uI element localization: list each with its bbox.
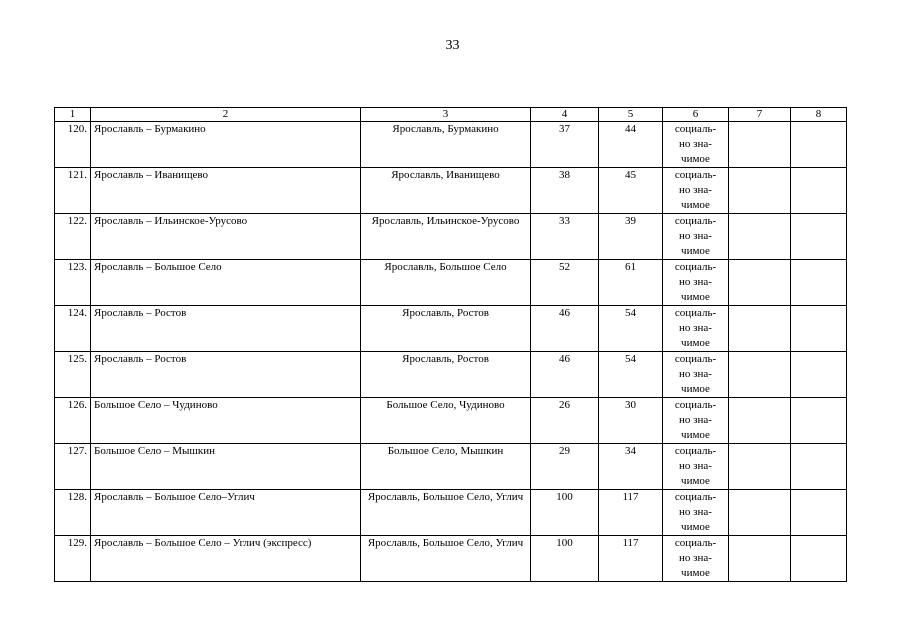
status-text-line: но зна- [679,230,712,242]
status-text-line: чимое [681,521,710,533]
route-stops: Большое Село, Чудиново [361,398,531,444]
status-cell [663,168,729,214]
route-stops: Ярославль, Большое Село, Углич [361,536,531,582]
status-text-line: но зна- [679,368,712,380]
status-cell [663,122,729,168]
col-4-value: 29 [531,444,599,490]
route-name: Большое Село – Мышкин [91,444,361,490]
table-body [55,122,847,582]
page-number: 33 [445,38,460,53]
row-number: 128. [55,490,91,536]
col-5-value: 61 [599,260,663,306]
col-5-value: 54 [599,352,663,398]
status-cell [663,260,729,306]
col-7-value [729,352,791,398]
status-text-line: чимое [681,153,710,165]
col-5-value: 117 [599,536,663,582]
routes-table [54,107,847,582]
status-cell [663,214,729,260]
table-row [55,444,847,490]
col-7-value [729,490,791,536]
route-name: Ярославль – Ильинское-Урусово [91,214,361,260]
col-8-value [791,306,847,352]
col-7-value [729,306,791,352]
status-text-line: социаль- [674,215,717,227]
status-text-line: социаль- [674,445,717,457]
col-7-value [729,168,791,214]
status-text-line: чимое [681,429,710,441]
route-name: Ярославль – Большое Село–Углич [91,490,361,536]
status-text-line: социаль- [674,491,717,503]
col-8-value [791,444,847,490]
route-name: Ярославль – Ростов [91,352,361,398]
status-text-line: чимое [681,567,710,579]
route-stops: Ярославль, Бурмакино [361,122,531,168]
header-col-3: 3 [361,108,531,122]
row-number: 127. [55,444,91,490]
status-text-line: социаль- [674,307,717,319]
row-number: 124. [55,306,91,352]
row-number: 129. [55,536,91,582]
table-row [55,214,847,260]
status-text-line: чимое [681,383,710,395]
table-row [55,398,847,444]
row-number: 123. [55,260,91,306]
route-name: Ярославль – Ростов [91,306,361,352]
header-col-8: 8 [791,108,847,122]
status-text-line: но зна- [679,460,712,472]
table-row [55,536,847,582]
col-5-value: 39 [599,214,663,260]
col-5-value: 44 [599,122,663,168]
route-stops: Ярославль, Ростов [361,306,531,352]
status-text-line: социаль- [674,261,717,273]
route-stops: Большое Село, Мышкин [361,444,531,490]
route-name: Ярославль – Большое Село [91,260,361,306]
row-number: 125. [55,352,91,398]
col-4-value: 38 [531,168,599,214]
row-number: 126. [55,398,91,444]
header-col-2: 2 [91,108,361,122]
col-4-value: 26 [531,398,599,444]
header-col-7: 7 [729,108,791,122]
col-7-value [729,122,791,168]
col-4-value: 52 [531,260,599,306]
col-8-value [791,398,847,444]
status-text-line: социаль- [674,123,717,135]
col-8-value [791,352,847,398]
route-stops: Ярославль, Ильинское-Урусово [361,214,531,260]
status-text-line: но зна- [679,184,712,196]
table-row [55,168,847,214]
col-7-value [729,214,791,260]
status-text-line: чимое [681,245,710,257]
status-text-line: чимое [681,337,710,349]
status-cell [663,536,729,582]
col-8-value [791,168,847,214]
table-row [55,490,847,536]
col-5-value: 45 [599,168,663,214]
route-name: Ярославль – Большое Село – Углич (экспресс) [91,536,361,582]
col-4-value: 100 [531,536,599,582]
table-row [55,352,847,398]
row-number: 121. [55,168,91,214]
col-4-value: 100 [531,490,599,536]
status-text-line: но зна- [679,414,712,426]
route-stops: Ярославль, Ростов [361,352,531,398]
row-number: 120. [55,122,91,168]
status-text-line: социаль- [674,169,717,181]
col-4-value: 46 [531,306,599,352]
route-stops: Ярославль, Большое Село [361,260,531,306]
col-4-value: 46 [531,352,599,398]
status-text-line: чимое [681,475,710,487]
status-text-line: социаль- [674,537,717,549]
col-7-value [729,444,791,490]
status-text-line: но зна- [679,322,712,334]
status-text-line: социаль- [674,399,717,411]
status-text-line: социаль- [674,353,717,365]
status-text-line: чимое [681,291,710,303]
row-number: 122. [55,214,91,260]
status-cell [663,490,729,536]
status-cell [663,352,729,398]
col-5-value: 117 [599,490,663,536]
route-name: Ярославль – Бурмакино [91,122,361,168]
header-row [55,108,847,122]
route-name: Ярославль – Иванищево [91,168,361,214]
table-row [55,306,847,352]
col-5-value: 30 [599,398,663,444]
status-text-line: но зна- [679,276,712,288]
col-8-value [791,490,847,536]
col-8-value [791,214,847,260]
status-text-line: но зна- [679,138,712,150]
col-7-value [729,398,791,444]
status-text-line: чимое [681,199,710,211]
header-col-4: 4 [531,108,599,122]
col-7-value [729,260,791,306]
status-cell [663,398,729,444]
col-8-value [791,536,847,582]
status-text-line: но зна- [679,552,712,564]
header-col-1: 1 [55,108,91,122]
table-row [55,260,847,306]
route-stops: Ярославль, Большое Село, Углич [361,490,531,536]
table-row [55,122,847,168]
header-col-6: 6 [663,108,729,122]
status-cell [663,306,729,352]
col-8-value [791,260,847,306]
col-8-value [791,122,847,168]
header-col-5: 5 [599,108,663,122]
col-7-value [729,536,791,582]
status-cell [663,444,729,490]
col-4-value: 33 [531,214,599,260]
route-stops: Ярославль, Иванищево [361,168,531,214]
route-name: Большое Село – Чудиново [91,398,361,444]
col-5-value: 34 [599,444,663,490]
status-text-line: но зна- [679,506,712,518]
col-5-value: 54 [599,306,663,352]
col-4-value: 37 [531,122,599,168]
